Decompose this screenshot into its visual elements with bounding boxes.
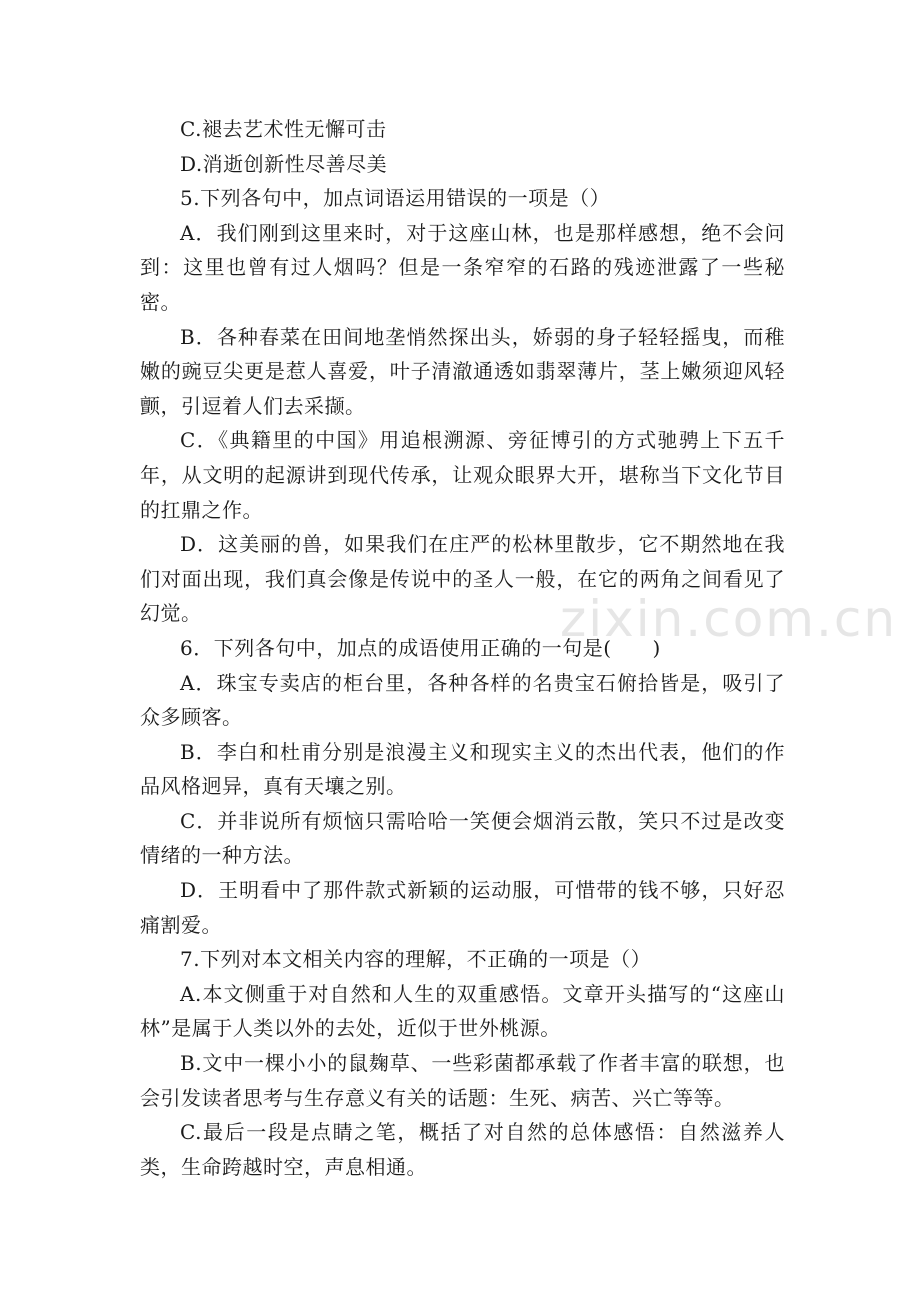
option-b-q6: B．李白和杜甫分别是浪漫主义和现实主义的杰出代表，他们的作品风格迥异，真有天壤之别。 (140, 739, 785, 799)
option-c-q5: C．《典籍里的中国》用追根溯源、旁征博引的方式驰骋上下五千年，从文明的起源讲到现代传承，让观众眼界大开，堪称当下文化节目的扛鼎之作。 (140, 428, 785, 522)
option-d-q4: D.消逝创新性尽善尽美 (180, 151, 388, 176)
question-6: 6．下列各句中，加点的成语使用正确的一句是( ) (180, 635, 661, 660)
option-a-q7: A.本文侧重于对自然和人生的双重感悟。文章开头描写的“这座山林”是属于人类以外的去处，近似于世外桃源。 (140, 981, 785, 1041)
option-b-q5: B．各种春菜在田间地垄悄然探出头，娇弱的身子轻轻摇曳，而稚嫩的豌豆尖更是惹人喜爱，叶子清澈通透如翡翠薄片，茎上嫩须迎风轻颤，引逗着人们去采撷。 (140, 324, 785, 418)
question-7: 7.下列对本文相关内容的理解，不正确的一项是（） (180, 947, 652, 972)
option-a-q5: A．我们刚到这里来时，对于这座山林，也是那样感想，绝不会问到：这里也曾有过人烟吗？但是一条窄窄的石路的残迹泄露了一些秘密。 (140, 220, 785, 314)
option-c-q6: C．并非说所有烦恼只需哈哈一笑便会烟消云散，笑只不过是改变情绪的一种方法。 (140, 808, 785, 868)
option-d-q5: D．这美丽的兽，如果我们在庄严的松林里散步，它不期然地在我们对面出现，我们真会像是传说中的圣人一般，在它的两角之间看见了幻觉。 (140, 532, 785, 626)
option-d-q6: D．王明看中了那件款式新颖的运动服，可惜带的钱不够，只好忍痛割爱。 (140, 878, 785, 937)
watermark: zixin.com.cn (560, 590, 898, 648)
option-b-q7: B.文中一棵小小的鼠麹草、一些彩菌都承载了作者丰富的联想，也会引发读者思考与生存意义有关的话题：生死、病苦、兴亡等等。 (140, 1051, 785, 1110)
document-page (140, 112, 785, 1184)
question-5: 5.下列各句中，加点词语运用错误的一项是（） (180, 186, 611, 211)
option-c-q4: C.褪去艺术性无懈可击 (180, 117, 387, 141)
option-a-q6: A．珠宝专卖店的柜台里，各种各样的名贵宝石俯拾皆是，吸引了众多顾客。 (140, 670, 785, 730)
option-c-q7: C.最后一段是点睛之笔，概括了对自然的总体感悟：自然滋养人类，生命跨越时空，声息相通。 (140, 1120, 785, 1179)
